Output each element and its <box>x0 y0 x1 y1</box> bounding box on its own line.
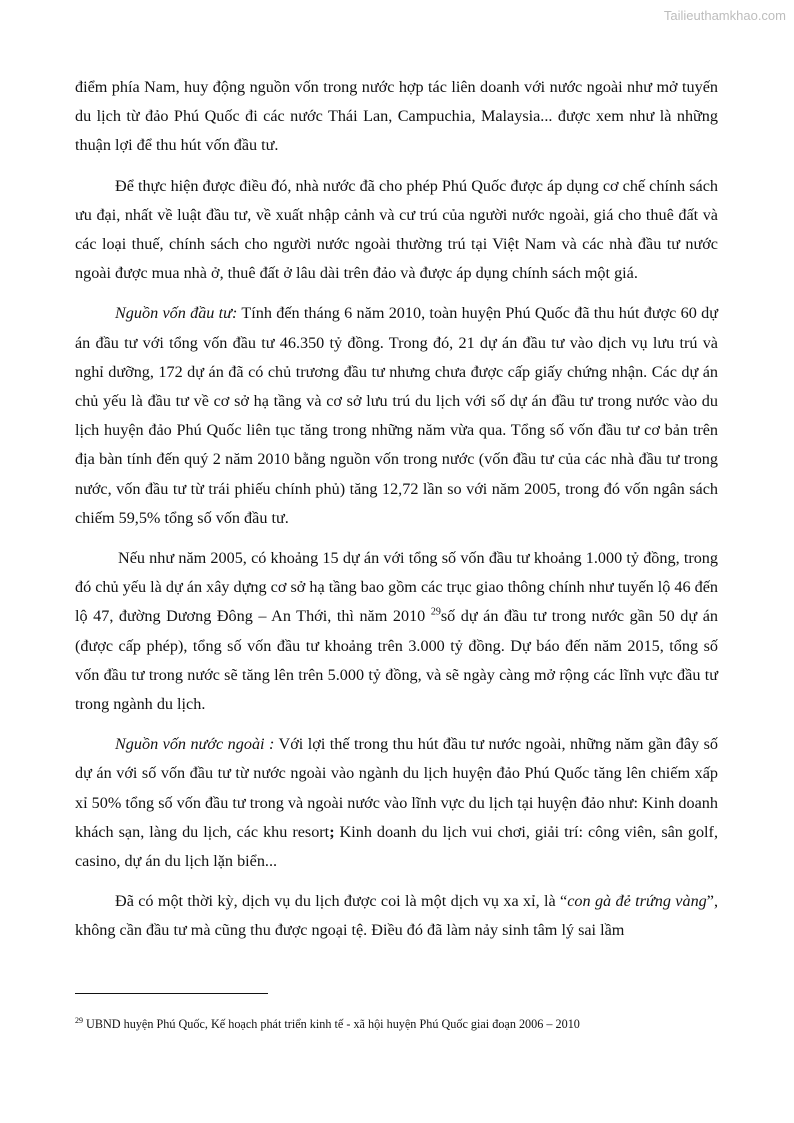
paragraph-2: Để thực hiện được điều đó, nhà nước đã cho phép Phú Quốc được áp dụng cơ chế chính sách ưu đại, nhất về luật đầu tư, về xuất nhập cảnh và cư trú của người nước ngoài, giá cho thuê đất và các loại thuế, chính sách cho người nước ngoài thường trú tại Việt Nam và các nhà đầu tư nước ngoài được mua nhà ở, thuê đất ở lâu dài trên đảo và được áp dụng chính sách một giá. <box>75 176 718 283</box>
paragraph-5-text: Với lợi thế trong thu hút đầu tư nước ngoài, những năm gần đây số dự án với số vốn đầu tư từ nước ngoài vào ngành du lịch huyện đảo Phú Quốc tăng lên chiếm xấp xỉ 50% tổng số vốn đầu tư trong và ngoài nước vào lĩnh vực du lịch tại huyện đảo như: Kinh doanh khách sạn, làng du lịch, các khu resort <box>75 735 718 841</box>
paragraph-5-text-2: Kinh doanh du lịch vui chơi, giải trí: công viên, sân golf, casino, dự án du lịch lặn biển... <box>75 822 718 871</box>
footnote-reference[interactable]: 29 <box>430 607 441 619</box>
paragraph-6 <box>75 887 718 945</box>
paragraph-4 <box>75 544 718 719</box>
paragraph-6-text-before: Đã có một thời kỳ, dịch vụ du lịch được coi là một dịch vụ xa xỉ, là “ <box>115 892 568 911</box>
footnote-separator <box>75 993 268 994</box>
paragraph-4-text-before: Nếu như năm 2005, có khoảng 15 dự án với tổng số vốn đầu tư khoảng 1.000 tỷ đồng, trong đó chủ yếu là dự án xây dựng cơ sở hạ tầng bao gồm các trục giao thông chính như tuyến lộ 46 đến lộ 47, đường Dương Đông – An Thới, thì năm 2010 <box>75 549 718 626</box>
foreign-capital-heading: Nguồn vốn nước ngoài : <box>115 735 275 754</box>
golden-egg-phrase: con gà đẻ trứng vàng <box>567 892 707 911</box>
watermark: Tailieuthamkhao.com <box>663 8 786 23</box>
paragraph-1: điểm phía Nam, huy động nguồn vốn trong nước hợp tác liên doanh với nước ngoài như mở tuyến du lịch từ đảo Phú Quốc đi các nước Thái Lan, Campuchia, Malaysia... được xem như là những thuận lợi để thu hút vốn đầu tư. <box>75 78 718 155</box>
investment-capital-heading: Nguồn vốn đầu tư: <box>115 304 238 323</box>
paragraph-5-semicolon: ; <box>329 822 335 841</box>
paragraph-3-text: Tính đến tháng 6 năm 2010, toàn huyện Phú Quốc đã thu hút được 60 dự án đầu tư với tổng vốn đầu tư 46.350 tỷ đồng. Trong đó, 21 dự án đầu tư vào dịch vụ lưu trú và nghỉ dưỡng, 172 dự án đã có chủ trương đầu tư nhưng chưa được cấp giấy chứng nhận. Các dự án chủ yếu là đầu tư về cơ sở hạ tầng và cơ sở lưu trú du lịch với số dự án đầu tư trong nước vào du lịch huyện đảo Phú Quốc liên tục tăng trong những năm vừa qua. Tổng số vốn đầu tư cơ bản trên địa bàn tính đến quý 2 năm 2010 bằng nguồn vốn trong nước (vốn đầu tư của các nhà đầu tư trong nước, vốn đầu tư từ trái phiếu chính phủ) tăng 12,72 lần so với năm 2005, trong đó vốn ngân sách chiếm 59,5% tổng số vốn đầu tư. <box>75 304 718 527</box>
paragraph-5 <box>75 730 718 876</box>
footnote-number: 29 <box>75 1015 83 1025</box>
paragraph-3 <box>75 299 718 533</box>
footnote-text: UBND huyện Phú Quốc, Kế hoạch phát triển kinh tế - xã hội huyện Phú Quốc giai đoạn 2006 – 2010 <box>83 1017 580 1031</box>
paragraph-4-text-after: số dự án đầu tư trong nước gần 50 dự án (được cấp phép), tổng số vốn đầu tư khoảng trên 3.000 tỷ đồng. Dự báo đến năm 2015, tổng số vốn đầu tư trong nước sẽ tăng lên trên 5.000 tỷ đồng, và sẽ ngày càng mở rộng các lĩnh vực đầu tư trong ngành du lịch. <box>75 607 719 714</box>
footnote <box>75 1016 718 1032</box>
paragraph-6-text-after: ”, không cần đầu tư mà cũng thu được ngoại tệ. Điều đó đã làm nảy sinh tâm lý sai lầm <box>75 892 718 940</box>
document-body <box>75 73 718 957</box>
